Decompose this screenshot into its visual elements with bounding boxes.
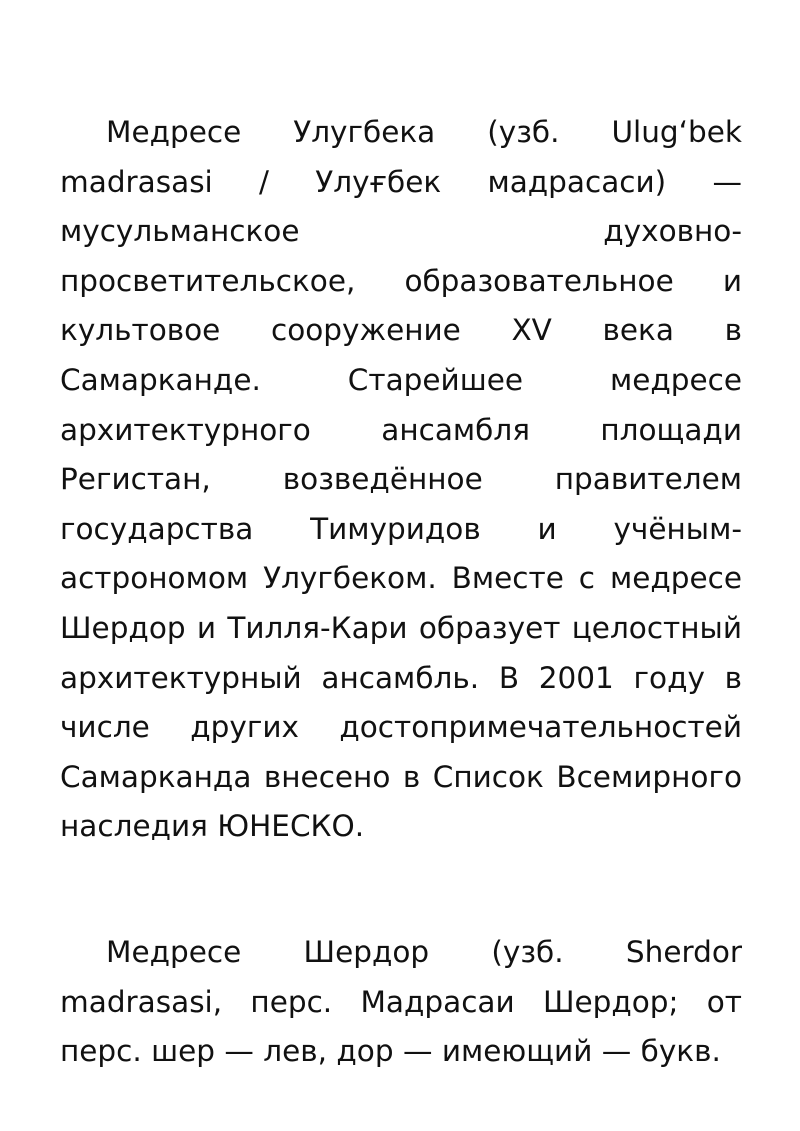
paragraph-ulugbek-madrasa: Медресе Улугбека (узб. Ulugʻbek madrasasi / Улуғбек мадрасаси) — мусульманское духовно-просветительское, образовательное и культовое сооружение XV века в Самарканде. Старейшее медресе архитектурного ансамбля площади Регистан, возведённое правителем государства Тимуридов и учёным-астрономом Улугбеком. Вместе с медресе Шердор и Тилля-Кари образует целостный архитектурный ансамбль. В 2001 году в числе других достопримечательностей Самарканда внесено в Список Всемирного наследия ЮНЕСКО. bbox=[60, 115, 742, 844]
paragraph-sherdor-madrasa: Медресе Шердор (узб. Sherdor madrasasi, перс. Мадрасаи Шердор; от перс. шер — лев, дор — имеющий — букв. bbox=[60, 934, 742, 1069]
document-page bbox=[60, 108, 742, 1077]
